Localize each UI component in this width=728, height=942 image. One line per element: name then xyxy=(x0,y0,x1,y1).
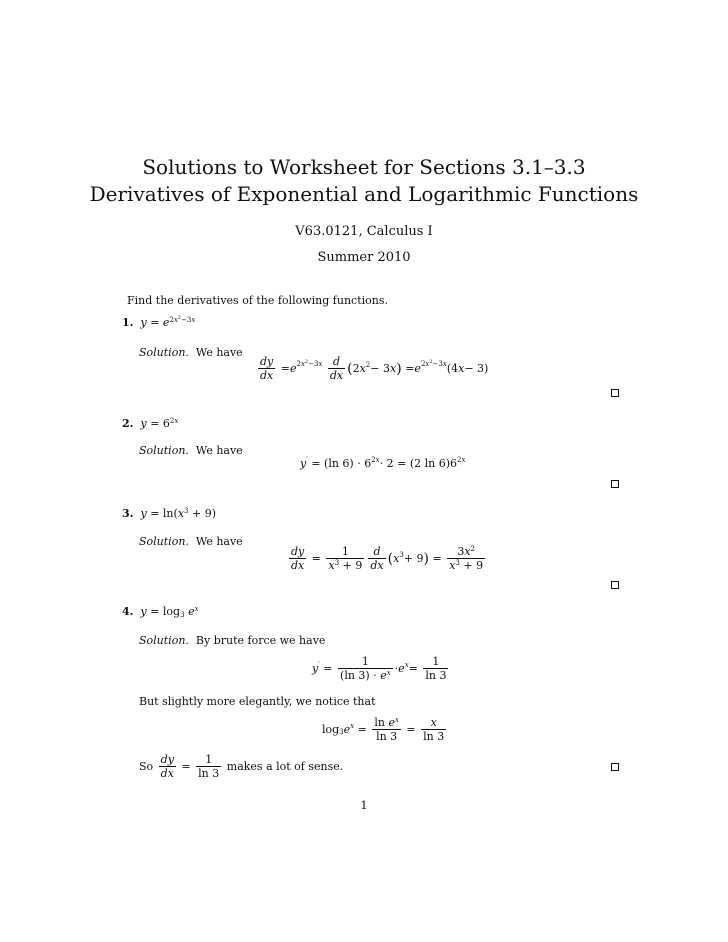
solution-4-closing: So $\frac{dy}{dx}$ = $\frac{1}{\ln 3}$ makes a lot of sense. xyxy=(139,753,344,780)
problem-statement: $y = \ln(x^3 + 9)$ xyxy=(140,507,216,520)
course-number: V63.0121, Calculus I xyxy=(295,224,433,239)
solution-text: We have xyxy=(195,346,243,359)
problem-4 xyxy=(122,605,199,618)
solution-text: We have xyxy=(195,535,243,548)
document-title-line-1: Solutions to Worksheet for Sections 3.1–3.3 xyxy=(142,155,586,179)
problem-number: 3. xyxy=(122,507,134,520)
document-title-line-2: Derivatives of Exponential and Logarithmic Functions xyxy=(89,182,639,206)
problem-2 xyxy=(122,417,178,430)
solution-label: Solution. xyxy=(139,444,189,457)
qed-icon xyxy=(611,581,619,589)
qed-icon xyxy=(611,480,619,488)
equation-2: y ′ = (ln 6) · 6 $^{2x}$ · 2 = (2 ln 6)6 $^{2x}$ xyxy=(300,455,466,470)
problem-statement: $y = \log_3 e^x$ xyxy=(140,605,199,619)
equation-4a: y ′ = $\frac{1}{(\ln 3) \cdot e^x}$ · e $^x$ = $\frac{1}{\ln 3}$ xyxy=(312,655,447,682)
solution-label: Solution. xyxy=(139,346,189,359)
qed-icon xyxy=(611,763,619,771)
solution-4-intro xyxy=(139,634,325,647)
solution-1-intro xyxy=(139,346,243,359)
qed-icon xyxy=(611,389,619,397)
solution-2-intro xyxy=(139,444,243,457)
solution-text: By brute force we have xyxy=(195,634,326,647)
problem-number: 2. xyxy=(122,417,134,430)
solution-3-intro xyxy=(139,535,243,548)
closing-suffix: makes a lot of sense. xyxy=(226,760,344,773)
problem-3 xyxy=(122,507,216,520)
solution-text: We have xyxy=(195,444,243,457)
solution-label: Solution. xyxy=(139,634,189,647)
closing-prefix: So xyxy=(139,760,154,773)
problem-statement: $y = e^{2x^2-3x}$ xyxy=(140,315,196,329)
solution-label: Solution. xyxy=(139,535,189,548)
problem-number: 1. xyxy=(122,316,134,329)
instructions: Find the derivatives of the following functions. xyxy=(127,294,388,307)
term: Summer 2010 xyxy=(317,250,411,265)
equation-4b: log $_3$ e $^x$ = $\frac{\ln e^x}{\ln 3}$ = $\frac{x}{\ln 3}$ xyxy=(322,716,445,743)
solution-4-middle: But slightly more elegantly, we notice that xyxy=(139,695,376,708)
page-number: 1 xyxy=(360,799,368,812)
equation-3: $\frac{dy}{dx}$ = $\frac{1}{x^3 + 9}$ $\frac{d}{dx}$ ( x $^3$ + 9 ) = $\frac{3x^2}{x^3 + 9}$ xyxy=(291,545,484,572)
problem-1 xyxy=(122,316,195,329)
problem-number: 4. xyxy=(122,605,134,618)
problem-statement: $y = 6^{2x}$ xyxy=(140,417,179,430)
equation-1: $\frac{dy}{dx}$ = e $^{2x^2 -3x}$ $\frac{d}{dx}$ ( 2 x $^2$ − 3 x ) = e $^{2x^2 -3x}$ (4 x − 3) xyxy=(260,355,489,382)
